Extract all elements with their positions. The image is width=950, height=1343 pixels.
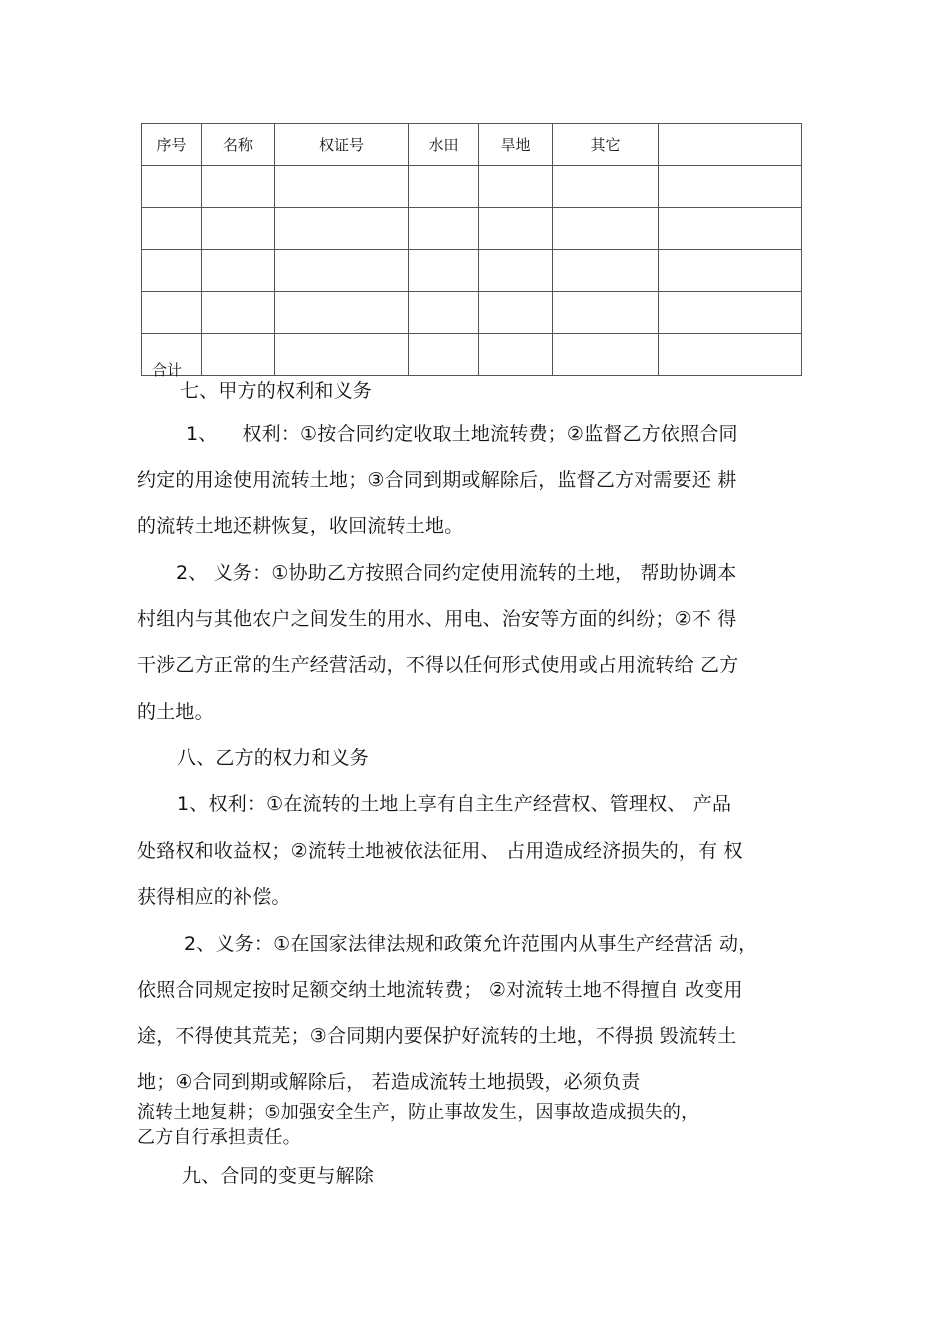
table-cell (202, 166, 275, 208)
header-cell-paddy: 水田 (409, 124, 479, 166)
table-cell (202, 334, 275, 376)
table-cell (479, 292, 553, 334)
section7-rights-line: 约定的用途使用流转土地；③合同到期或解除后，监督乙方对需要还 耕 (137, 469, 737, 491)
table-cell (479, 166, 553, 208)
table-row (142, 166, 802, 208)
table-cell (275, 334, 409, 376)
header-cell-blank (659, 124, 802, 166)
table-cell (409, 334, 479, 376)
section9-heading: 九、合同的变更与解除 (182, 1165, 375, 1187)
table-cell (142, 250, 202, 292)
table-cell (553, 292, 659, 334)
header-cell-seq: 序号 (142, 124, 202, 166)
table-cell (553, 166, 659, 208)
section8-duties-line: 乙方自行承担责任。 (137, 1127, 301, 1148)
table-cell (142, 208, 202, 250)
table-cell (202, 250, 275, 292)
table-cell (275, 208, 409, 250)
table-cell (479, 208, 553, 250)
table-cell (659, 208, 802, 250)
section8-duties-line: 地；④合同到期或解除后， 若造成流转土地损毁，必须负责 (137, 1071, 641, 1093)
table-header-row (142, 124, 802, 166)
header-cell-dryland: 旱地 (479, 124, 553, 166)
table-cell (275, 250, 409, 292)
section8-duties-line: 流转土地复耕；⑤加强安全生产，防止事故发生，因事故造成损失的， (137, 1102, 700, 1123)
header-cell-name: 名称 (202, 124, 275, 166)
table-row (142, 250, 802, 292)
header-cell-certificate: 权证号 (275, 124, 409, 166)
section7-duties-line: 2、 义务：①协助乙方按照合同约定使用流转的土地， 帮助协调本 (176, 562, 737, 584)
section7-duties-line: 干涉乙方正常的生产经营活动，不得以任何形式使用或占用流转给 乙方 (137, 654, 739, 676)
table-cell (202, 208, 275, 250)
table-cell (659, 166, 802, 208)
table-cell (479, 250, 553, 292)
section8-rights-line: 处臵权和收益权；②流转土地被依法征用、 占用造成经济损失的，有 权 (137, 840, 743, 862)
land-table (141, 123, 802, 379)
section8-heading: 八、乙方的权力和义务 (177, 747, 370, 769)
table-cell (409, 208, 479, 250)
section8-duties-line: 依照合同规定按时足额交纳土地流转费； ②对流转土地不得擅自 改变用 (137, 979, 743, 1001)
section8-duties-line: 2、义务：①在国家法律法规和政策允许范围内从事生产经营活 动， (184, 933, 758, 955)
table-cell (553, 334, 659, 376)
table-row (142, 292, 802, 334)
table-cell (479, 334, 553, 376)
section7-duties-line: 村组内与其他农户之间发生的用水、用电、治安等方面的纠纷；②不 得 (137, 608, 737, 630)
section7-rights-line: 1、 权利：①按合同约定收取土地流转费；②监督乙方依照合同 (186, 423, 738, 445)
total-label: 合计 (152, 361, 183, 379)
table-cell (553, 250, 659, 292)
table-cell (409, 250, 479, 292)
table-cell (659, 292, 802, 334)
table-cell (202, 292, 275, 334)
header-cell-other: 其它 (553, 124, 659, 166)
table-cell (553, 208, 659, 250)
section8-duties-line: 途，不得使其荒芜；③合同期内要保护好流转的土地，不得损 毁流转土 (137, 1025, 737, 1047)
table-cell (142, 166, 202, 208)
section8-rights-line: 1、权利：①在流转的土地上享有自主生产经营权、管理权、 产品 (177, 793, 732, 815)
table-cell (142, 292, 202, 334)
table-cell (275, 166, 409, 208)
table-cell (659, 334, 802, 376)
table-cell (409, 166, 479, 208)
table-cell (409, 292, 479, 334)
section7-duties-line: 的土地。 (137, 701, 214, 723)
section7-heading: 七、甲方的权利和义务 (180, 380, 373, 402)
table-cell (659, 250, 802, 292)
table-total-row (142, 334, 802, 376)
table-row (142, 208, 802, 250)
table-cell (275, 292, 409, 334)
section8-rights-line: 获得相应的补偿。 (137, 886, 291, 908)
total-label-cell (142, 334, 202, 379)
section7-rights-line: 的流转土地还耕恢复，收回流转土地。 (137, 515, 464, 537)
